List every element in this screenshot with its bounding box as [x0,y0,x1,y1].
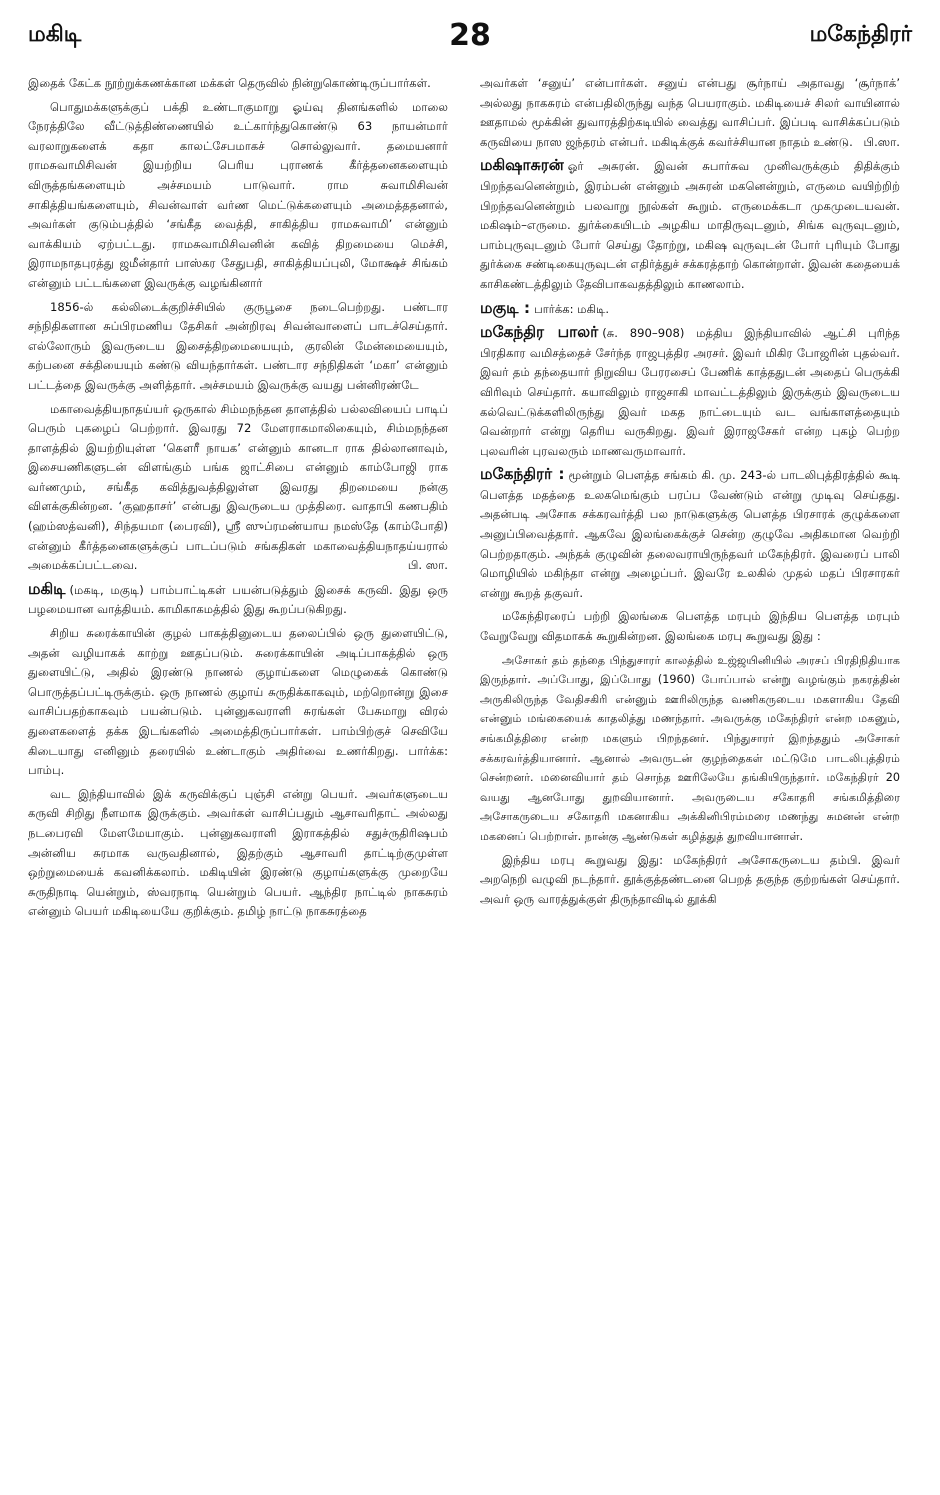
entry-paragraph [480,323,900,461]
body-paragraph [480,851,900,910]
paragraph-text: அசோகர் தம் தந்தை பிந்துசாரர் காலத்தில் உஜ்ஜயினியில் அரசப் பிரதிநிதியாக இருந்தார். அப்போது, இப்போது (1960) போப்பால் என்று வழங்கும் நகரத்தின் அருகிலிருந்த வேதிசகிரி என்னும் ஊரிலிருந்த வணிகருடைய மகளாகிய தேவி என்னும் மங்கையைக் காதலித்து மணந்தார். அவருக்கு மகேந்திரர் என்ற மகனும், சங்கமித்திரை என்ற மகளும் பிறந்தனர். பிந்துசாரர் இறந்ததும் அசோகர் சக்கரவர்த்தியானார். ஆனால் அவருடன் குழந்தைகள் மட்டுமே பாடலிபுத்திரம் சென்றனர். மனைவியார் தம் சொந்த ஊரிலேயே தங்கியிருந்தார். மகேந்திரர் 20 வயது ஆனபோது துறவியானார். அவருடைய சகோதரி சங்கமித்திரை அசோகருடைய சகோதரி மகனாகிய அக்கினிபிரம்மரை மணந்து சுமனன் என்ற மகனைப் பெற்றாள். நான்கு ஆண்டுகள் கழித்துத் துறவியானாள். [480,653,900,843]
right-column [480,74,900,1484]
paragraph-text: 1856-ல் கல்லிடைக்குறிச்சியில் குருபூசை நடைபெற்றது. பண்டார சந்நிதிகளான சுப்பிரமணிய தேசிகர் அன்றிரவு சிவன்வாளைப் பாடச்செய்தார். எல்லோரும் இவருடைய இசைத்திறமையையும், குரலின் மேன்மையையும், கற்பனை சக்தியையும் கண்டு வியந்தார்கள். பண்டார சந்நிதிகள் ‘மகா’ என்னும் பட்டத்தை இவருக்கு அளித்தார். அச்சமயம் இவருக்கு வயது பன்னிரண்டே [28,299,448,392]
body-paragraph [28,74,448,94]
entry-paragraph [480,465,900,603]
entry-paragraph [28,580,448,620]
author-signature: பி.ஸா. [863,134,900,149]
body-paragraph [28,98,448,294]
page-number: 28 [449,18,491,53]
paragraph-text: வட இந்தியாவில் இக் கருவிக்குப் புஞ்சி என்று பெயர். அவர்களுடைய கருவி சிறிது நீளமாக இருக்கும். அவர்கள் வாசிப்பதும் ஆசாவரிதாட் அல்லது நடபைரவி மேளமேயாகும். புன்னுகவராளி இராகத்தில் சதுச்ருதிரிஷபம் அன்னிய சுரமாக வருவதினால், இதற்கும் ஆசாவரி தாட்டிற்குமுள்ள ஒற்றுமையைக் கவனிக்கலாம். மகிடியின் இரண்டு குழாய்களுக்கு முறையே சுருதிநாடி யென்றும், ஸ்வரநாடி யென்றும் பெயர். ஆந்திர நாட்டில் நாகசுரம் என்னும் பெயர் மகிடியையே குறிக்கும். தமிழ் நாட்டு நாகசுரத்தை [28,786,448,919]
body-paragraph [28,624,448,781]
entry-headword: மகுடி : [480,298,531,317]
body-paragraph [28,400,448,576]
body-paragraph [28,298,448,396]
paragraph-text: இந்திய மரபு கூறுவது இது: மகேந்திரர் அசோகருடைய தம்பி. இவர் அறநெறி வழுவி நடந்தார். தூக்குத்தண்டனை பெறத் தகுந்த குற்றங்கள் செய்தார். அவர் ஒரு வாரத்துக்குள் திருந்தாவிடில் தூக்கி [480,852,900,906]
left-column [28,74,448,1484]
paragraph-text: மகேந்திரரைப் பற்றி இலங்கை பௌத்த மரபும் இந்திய பௌத்த மரபும் வேறுவேறு விதமாகக் கூறுகின்றன. இலங்கை மரபு கூறுவது இது : [480,609,900,644]
paragraph-text: (மகடி, மகுடி) பாம்பாட்டிகள் பயன்படுத்தும் இசைக் கருவி. இது ஒரு பழமையான வாத்தியம். காமிகாகமத்தில் இது கூறப்படுகிறது. [28,582,448,617]
paragraph-text: சிறிய சுரைக்காயின் குழல் பாகத்தினுடைய தலைப்பில் ஒரு துளையிட்டு, அதன் வழியாகக் காற்று ஊதப்படும். சுரைக்காயின் அடிப்பாகத்தில் ஒரு துளையிட்டு, அதில் இரண்டு நாணல் குழாய்களை மெழுகைக் கொண்டு பொருத்தப்பட்டிருக்கும். ஒரு நாணல் குழாய் சுருதிக்காகவும், மற்றொன்று இசை வாசிப்பதற்காகவும் பயன்படும். புன்னுகவராளி சுரங்கள் பேசுமாறு விரல் துளைகளைத் தக்க இடங்களில் அமைத்திருப்பார்கள். பாம்பிற்குச் செவியே கிடையாது எனினும் தரையில் உண்டாகும் அதிர்வை உணர்கிறது. பார்க்க: பாம்பு. [28,626,448,778]
paragraph-text: இதைக் கேட்க நூற்றுக்கணக்கான மக்கள் தெருவில் நின்றுகொண்டிருப்பார்கள். [28,76,431,90]
entry-headword: மகிஷாசுரன் [480,156,564,175]
entry-paragraph [480,156,900,294]
paragraph-text: மகாவைத்தியநாதய்யர் ஒருகால் சிம்மநந்தன தாளத்தில் பல்லவியைப் பாடிப் பெரும் புகழைப் பெற்றார். இவரது 72 மேளராகமாலிகையும், சிம்மநந்தன தாளத்தில் இயற்றியுள்ள ‘கௌரீ நாயக’ என்னும் கானடா ராக தில்லானாவும், இசையணிகளுடன் விளங்கும் பங்க ஜாட்சிபை என்னும் காம்போஜி ராக வர்ணமும், சங்கீத கவித்துவத்திலுள்ள இவரது திறமையை நன்கு விளக்குகின்றன. ‘குஹதாசர்’ என்பது இவருடைய முத்திரை. வாதாபி கணபதிம் (ஹம்ஸத்வனி), சிந்தயமா (பைரவி), ஸ்ரீ ஸுப்ரமண்யாய நமஸ்தே (காம்போதி) என்னும் கீர்த்தனைகளுக்குப் பாடப்படும் சங்கதிகள் மகாவைத்தியநாதய்யரால் அமைக்கப்பட்டவை. [28,401,448,573]
page-header [28,18,912,62]
paragraph-text: பொதுமக்களுக்குப் பக்தி உண்டாகுமாறு ஓய்வு தினங்களில் மாலை நேரத்திலே வீட்டுத்திண்ணையில் உட்கார்ந்துகொண்டு 63 நாயன்மார் வரலாறுகளைக் கதா காலட்சேபமாகச் சொல்லுவார். தமையனார் ராமசுவாமிசிவன் இயற்றிய பெரிய புராணக் கீர்த்தனைகளையும் விருத்தங்களையும் அச்சமயம் பாடுவார். ராம சுவாமிசிவன் சாகித்தியங்களையும், சிவன்வாள் வர்ண மெட்டுக்களையும் அமைத்ததனால், அவர்கள் குடும்பத்தில் ‘சங்கீத வைத்தி, சாகித்திய ராமசுவாமி’ என்னும் வாக்கியம் ஏற்பட்டது. ராமசுவாமிசிவனின் கவித் திறமையை மெச்சி, இராமநாதபுரத்து ஜமீன்தார் பாஸ்கர சேதுபதி, சாகித்தியப்புலி, மோக்ஷச் சிங்கம் என்னும் பட்டங்களை இவருக்கு வழங்கினார் [28,99,448,290]
paragraph-text: ஓர் அசுரன். இவன் சுபார்சுவ முனிவருக்கும் திதிக்கும் பிறந்தவனென்றும், இரம்பன் என்னும் அசுரன் மகனென்றும், எருமை வயிற்றிற் பிறந்தவனென்றும் பலவாறு நூல்கள் கூறும். எருமைக்கடா முகமுடையவன். மகிஷம்–எருமை. துர்க்கையிடம் அழகிய மாதிருவுடனும், சிங்க வுருவுடனும், பாம்புருவுடனும் போர் செய்து தோற்று, மகிஷ வுருவுடன் போர் புரியும் போது துர்க்கை சண்டிகையுருவுடன் எதிர்த்துச் சக்கரத்தாற் கொன்றாள். இவன் கதையைக் காசிகண்டத்திலும் தேவிபாகவதத்திலும் காணலாம். [480,159,900,291]
body-paragraph [28,785,448,922]
body-paragraph [480,607,900,646]
body-paragraph [480,74,900,152]
entry-headword: மகேந்திர பாலர் [480,323,599,342]
paragraph-text: (சு. 890–908) மத்திய இந்தியாவில் ஆட்சி புரிந்த பிரதிகார வமிசத்தைச் சேர்ந்த ராஜபுத்திர அரசர். இவர் மிகிர போஜரின் புதல்வர். இவர் தம் தந்தையார் நிறுவிய பேரரசைப் பேணிக் காத்ததுடன் அதைப் பெருக்கி விரிவும் செய்தார். கயாவிலும் ராஜசாகி மாவட்டத்திலும் இருக்கும் இவருடைய கல்வெட்டுக்களிலிருந்து இவர் மகத நாட்டையும் வட வங்காளத்தையும் வென்றார் என்று தெரிய வருகிறது. இவர் இராஜசேகர் என்ற புகழ் பெற்ற புலவரின் புரவலரும் மாணவருமாவார். [480,326,900,458]
body-paragraph [480,651,900,847]
paragraph-text: அவர்கள் ‘சனுய்’ என்பார்கள். சனுய் என்பது சூர்நாய் அதாவது ‘சூர்நாக்’ அல்லது நாகசுரம் என்பதிலிருந்து வந்த பெயராகும். மகிடியைச் சிலர் வாயினால் ஊதாமல் மூக்கின் துவாரத்திற்கடியில் வைத்து வாசிப்பர். இப்படி வாசிக்கப்படும் கருவியை நாஸ ஜந்தரம் என்பர். மகிடிக்குக் கவர்ச்சியான நாதம் உண்டு. [480,76,900,149]
entry-headword: மகேந்திரர் : [480,465,565,484]
entry-headword: மகிடி [28,579,66,598]
paragraph-text: மூன்றும் பௌத்த சங்கம் கி. மு. 243-ல் பாடலிபுத்திரத்தில் கூடி பௌத்த மதத்தை உலகமெங்கும் பரப்ப வேண்டும் என்று முடிவு செய்தது. அதன்படி அசோக சக்கரவர்த்தி பல நாடுகளுக்கு பௌத்த பிரசாரக் குழுக்களை அனுப்பிவைத்தார். ஆகவே இலங்கைக்குச் சென்ற குழுவே அதிகமான வெற்றி பெற்றதாகும். அந்தக் குழுவின் தலைவராயிருந்தவர் மகேந்திரர். இவரைப் பாலி மொழியில் மகிந்தா என்று அழைப்பர். இவரே உலகில் முதல் மதப் பிரசாரகர் என்று கூறத் தகுவர். [480,468,900,600]
running-head-left: மகிடி [28,22,82,47]
paragraph-text: பார்க்க: மகிடி. [534,301,610,316]
entry-paragraph [480,299,900,320]
author-signature: பி. ஸா. [407,558,448,573]
running-head-right: மகேந்திரர் [809,22,912,47]
